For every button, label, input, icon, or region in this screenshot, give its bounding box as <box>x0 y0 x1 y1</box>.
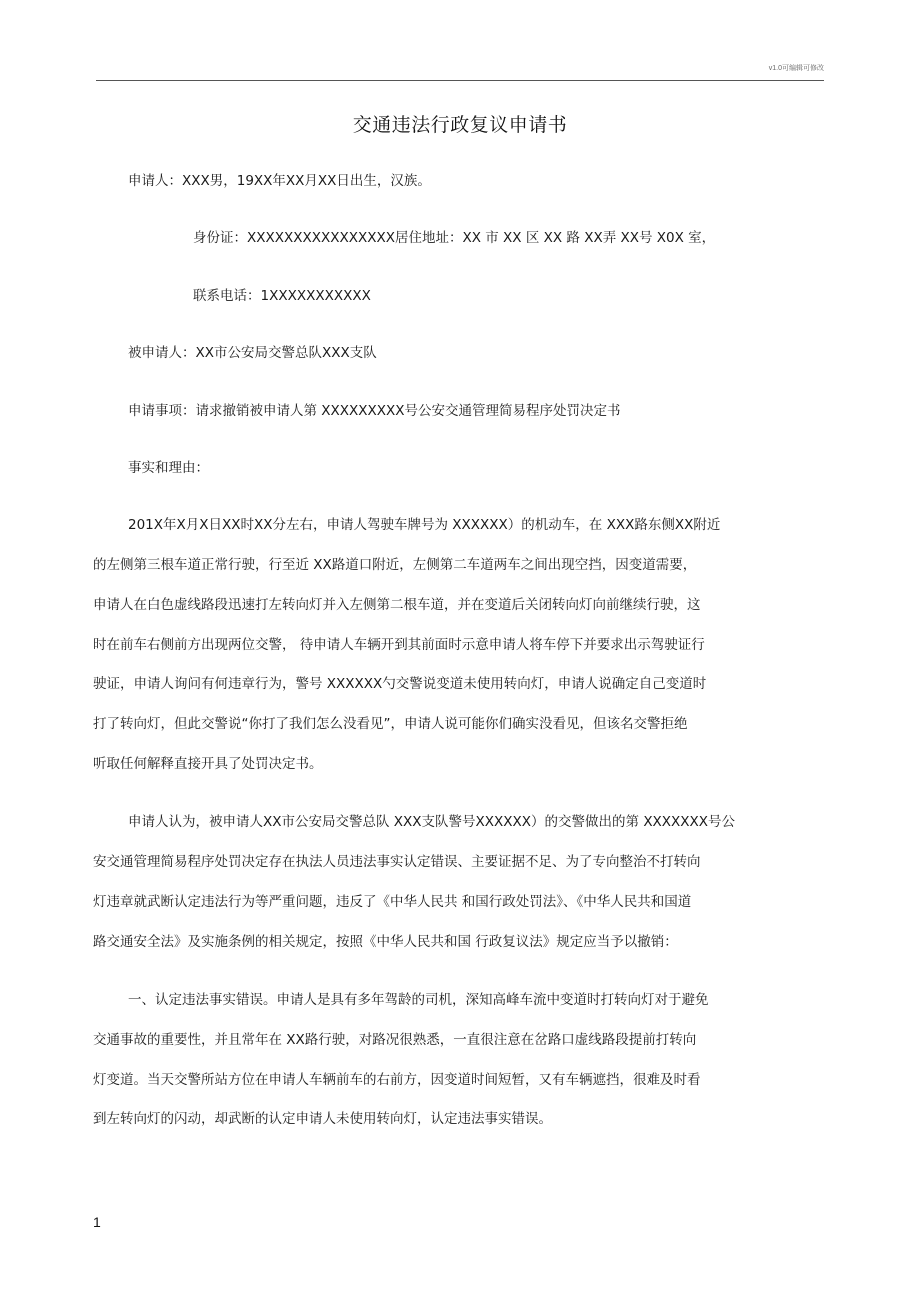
facts-line: 时在前车右侧前方出现两位交警， 待申请人车辆开到其前面时示意申请人将车停下并要求出示驾驶证行 <box>93 637 705 653</box>
id-address-line: 身份证：XXXXXXXXXXXXXXXX居住地址：XX 市 XX 区 XX 路 XX弄 XX号 X0X 室， <box>193 230 716 246</box>
phone-line: 联系电话：1XXXXXXXXXXX <box>193 288 371 304</box>
facts-heading: 事实和理由： <box>128 460 209 476</box>
facts-line: 申请人在白色虚线路段迅速打左转向灯并入左侧第二根车道，并在变道后关闭转向灯向前继续行驶，这 <box>93 597 701 613</box>
point1-line: 一、认定违法事实错误。申请人是具有多年驾龄的司机，深知高峰车流中变道时打转向灯对于避免 <box>128 992 709 1008</box>
point1-line: 交通事故的重要性，并且常年在 XX路行驶，对路况很熟悉，一直很注意在岔路口虚线路段提前打转向 <box>93 1032 697 1048</box>
opinion-line: 灯违章就武断认定违法行为等严重问题，违反了《中华人民共 和国行政处罚法》、《中华人民共和国道 <box>93 894 692 910</box>
document-title: 交通违法行政复议申请书 <box>352 114 568 136</box>
facts-line: 的左侧第三根车道正常行驶，行至近 XX路道口附近，左侧第二车道两车之间出现空挡，因变道需要， <box>93 557 697 573</box>
page-number: 1 <box>93 1214 101 1230</box>
version-label: v1.0可编辑可修改 <box>768 65 824 72</box>
respondent-line: 被申请人：XX市公安局交警总队XXX支队 <box>128 345 377 361</box>
facts-line: 打了转向灯，但此交警说“你打了我们怎么没看见”，申请人说可能你们确实没看见，但该名交警拒绝 <box>93 716 688 732</box>
point1-line: 到左转向灯的闪动，却武断的认定申请人未使用转向灯，认定违法事实错误。 <box>93 1111 552 1127</box>
facts-line: 201X年X月X日XX时XX分左右，申请人驾驶车牌号为 XXXXXX）的机动车，在 XXX路东侧XX附近 <box>128 517 721 533</box>
point1-line: 灯变道。当天交警所站方位在申请人车辆前车的右前方，因变道时间短暂，又有车辆遮挡，很难及时看 <box>93 1072 701 1088</box>
opinion-line: 路交通安全法》及实施条例的相关规定，按照《中华人民共和国 行政复议法》规定应当予以撤销： <box>93 934 678 950</box>
applicant-line: 申请人：XXX男，19XX年XX月XX日出生，汉族。 <box>128 173 431 189</box>
facts-line: 听取任何解释直接开具了处罚决定书。 <box>93 756 323 772</box>
facts-line: 驶证，申请人询问有何违章行为，警号 XXXXXX勺交警说变道未使用转向灯，申请人说确定自己变道时 <box>93 676 707 692</box>
header-divider <box>96 80 824 81</box>
opinion-line: 申请人认为，被申请人XX市公安局交警总队 XXX支队警号XXXXXX）的交警做出的第 XXXXXXX号公 <box>128 814 736 830</box>
request-line: 申请事项：请求撤销被申请人第 XXXXXXXXX号公安交通管理简易程序处罚决定书 <box>128 403 621 419</box>
opinion-line: 安交通管理简易程序处罚决定存在执法人员违法事实认定错误、主要证据不足、为了专向整治不打转向 <box>93 854 701 870</box>
